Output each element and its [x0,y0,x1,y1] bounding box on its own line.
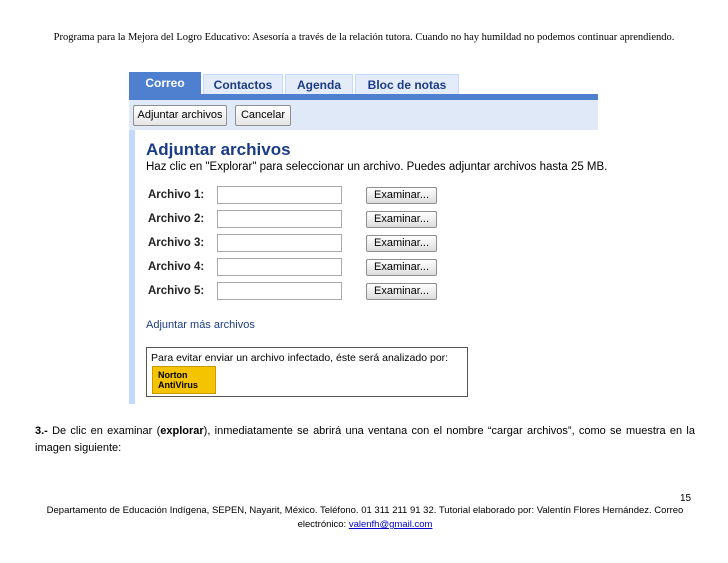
attach-instructions: Haz clic en "Explorar" para seleccionar un archivo. Puedes adjuntar archivos hasta 25 MB. [146,161,608,173]
file-input[interactable] [217,186,342,204]
tab-bloc-de-notas[interactable]: Bloc de notas [355,74,459,94]
page-header: Programa para la Mejora del Logro Educativo: Asesoría a través de la relación tutora. Cuando no hay humildad no podemos continuar aprendiendo. [53,32,675,43]
norton-logo-line2: AntiVirus [158,380,198,390]
file-row [148,234,588,254]
tab-correo[interactable]: Correo [129,72,201,94]
browse-button[interactable]: Examinar... [366,187,437,204]
browse-button[interactable]: Examinar... [366,283,437,300]
file-row [148,282,588,302]
footer-text: Departamento de Educación Indígena, SEPEN, Nayarit, México. Teléfono. 01 311 211 91 32. Tutorial elaborado por: Valentín Flores Hernández. Correo electrónico: [46,505,684,530]
step-bold-word: explorar [160,425,204,437]
attach-title: Adjuntar archivos [146,140,291,159]
file-input[interactable] [217,234,342,252]
cancel-button[interactable]: Cancelar [235,105,291,126]
antivirus-notice [146,347,468,397]
browse-button[interactable]: Examinar... [366,235,437,252]
step-paragraph [35,423,695,457]
browse-button[interactable]: Examinar... [366,259,437,276]
norton-antivirus-logo [152,366,216,394]
file-input[interactable] [217,210,342,228]
file-label: Archivo 2: [148,213,205,225]
file-input[interactable] [217,258,342,276]
attach-more-link[interactable]: Adjuntar más archivos [146,319,255,331]
tab-bar [129,72,598,94]
norton-logo-line1: Norton [158,370,188,380]
footer-email-link[interactable]: valenfh@gmail.com [348,519,433,530]
tab-agenda[interactable]: Agenda [285,74,353,94]
tab-contactos[interactable]: Contactos [203,74,283,94]
file-input[interactable] [217,282,342,300]
browse-button[interactable]: Examinar... [366,211,437,228]
attach-files-button[interactable]: Adjuntar archivos [133,105,227,126]
step-text-b: ), inmediatamente se abrirá una ventana con el nombre “cargar archivos”, como se muestra en la imagen siguiente: [35,425,695,454]
file-label: Archivo 5: [148,285,205,297]
page-footer [40,504,690,532]
left-border [129,130,135,404]
email-attach-screenshot [129,72,608,404]
step-number: 3.- [35,425,48,437]
file-row [148,210,588,230]
file-label: Archivo 4: [148,261,205,273]
page-number: 15 [680,493,692,504]
toolbar [129,100,598,130]
file-row [148,258,588,278]
step-text-a: De clic en examinar ( [47,425,161,437]
file-label: Archivo 1: [148,189,205,201]
antivirus-message: Para evitar enviar un archivo infectado, éste será analizado por: [151,352,449,364]
file-label: Archivo 3: [148,237,205,249]
file-row [148,186,588,206]
